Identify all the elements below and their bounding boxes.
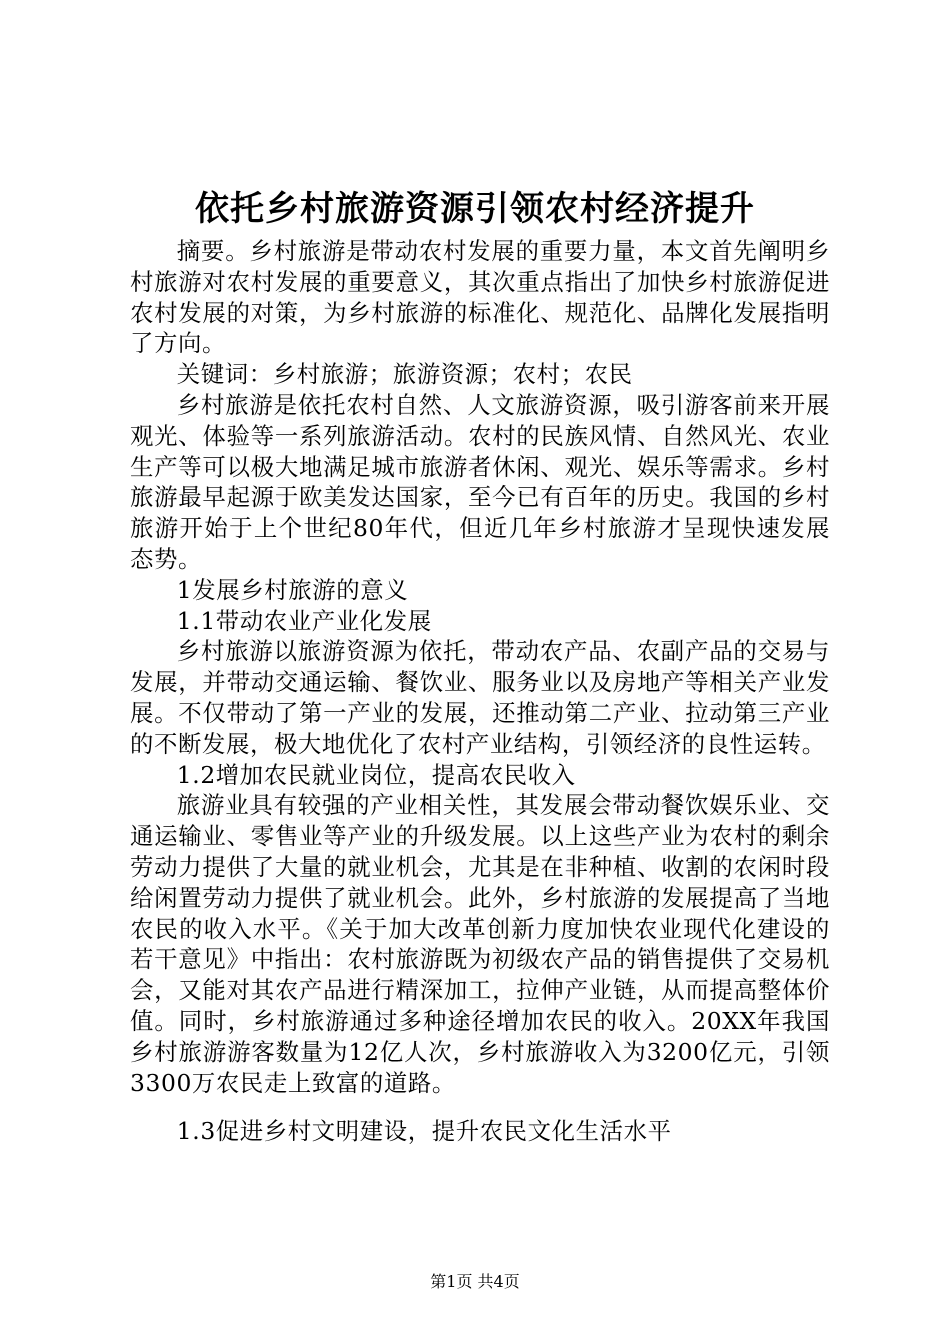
paragraph-1-1: 乡村旅游以旅游资源为依托，带动农产品、农副产品的交易与发展，并带动交通运输、餐饮业、服务业以及房地产等相关产业发展。不仅带动了第一产业的发展，还推动第二产业、拉动第三产业的不断发展，极大地优化了农村产业结构，引领经济的良性运转。 (130, 637, 830, 758)
document-title: 依托乡村旅游资源引领农村经济提升 (195, 189, 755, 229)
intro-paragraph: 乡村旅游是依托农村自然、人文旅游资源，吸引游客前来开展观光、体验等一系列旅游活动。农村的民族风情、自然风光、农业生产等可以极大地满足城市旅游者休闲、观光、娱乐等需求。乡村旅游最早起源于欧美发达国家，至今已有百年的历史。我国的乡村旅游开始于上个世纪80年代，但近几年乡村旅游才呈现快速发展态势。 (130, 390, 830, 573)
keywords-paragraph: 关键词：乡村旅游；旅游资源；农村；农民 (176, 360, 633, 389)
subsection-heading-1-1: 1.1带动农业产业化发展 (176, 606, 432, 635)
page-number-footer: 第1页 共4页 (430, 1272, 520, 1291)
paragraph-1-2: 旅游业具有较强的产业相关性，其发展会带动餐饮娱乐业、交通运输业、零售业等产业的升级发展。以上这些产业为农村的剩余劳动力提供了大量的就业机会，尤其是在非种植、收割的农闲时段给闲置劳动力提供了就业机会。此外，乡村旅游的发展提高了当地农民的收入水平。《关于加大改革创新力度加快农业现代化建设的若干意见》中指出：农村旅游既为初级农产品的销售提供了交易机会，又能对其农产品进行精深加工，拉伸产业链，从而提高整体价值。同时，乡村旅游通过多种途径增加农民的收入。20XX年我国乡村旅游游客数量为12亿人次，乡村旅游收入为3200亿元，引领3300万农民走上致富的道路。 (130, 791, 830, 1097)
document-body (130, 236, 830, 1147)
subsection-heading-1-3: 1.3促进乡村文明建设，提升农民文化生活水平 (176, 1117, 672, 1146)
section-heading-1: 1发展乡村旅游的意义 (176, 575, 409, 604)
subsection-heading-1-2: 1.2增加农民就业岗位，提高农民收入 (176, 760, 576, 789)
abstract-paragraph: 摘要。乡村旅游是带动农村发展的重要力量，本文首先阐明乡村旅游对农村发展的重要意义，其次重点指出了加快乡村旅游促进农村发展的对策，为乡村旅游的标准化、规范化、品牌化发展指明了方向。 (130, 237, 830, 358)
